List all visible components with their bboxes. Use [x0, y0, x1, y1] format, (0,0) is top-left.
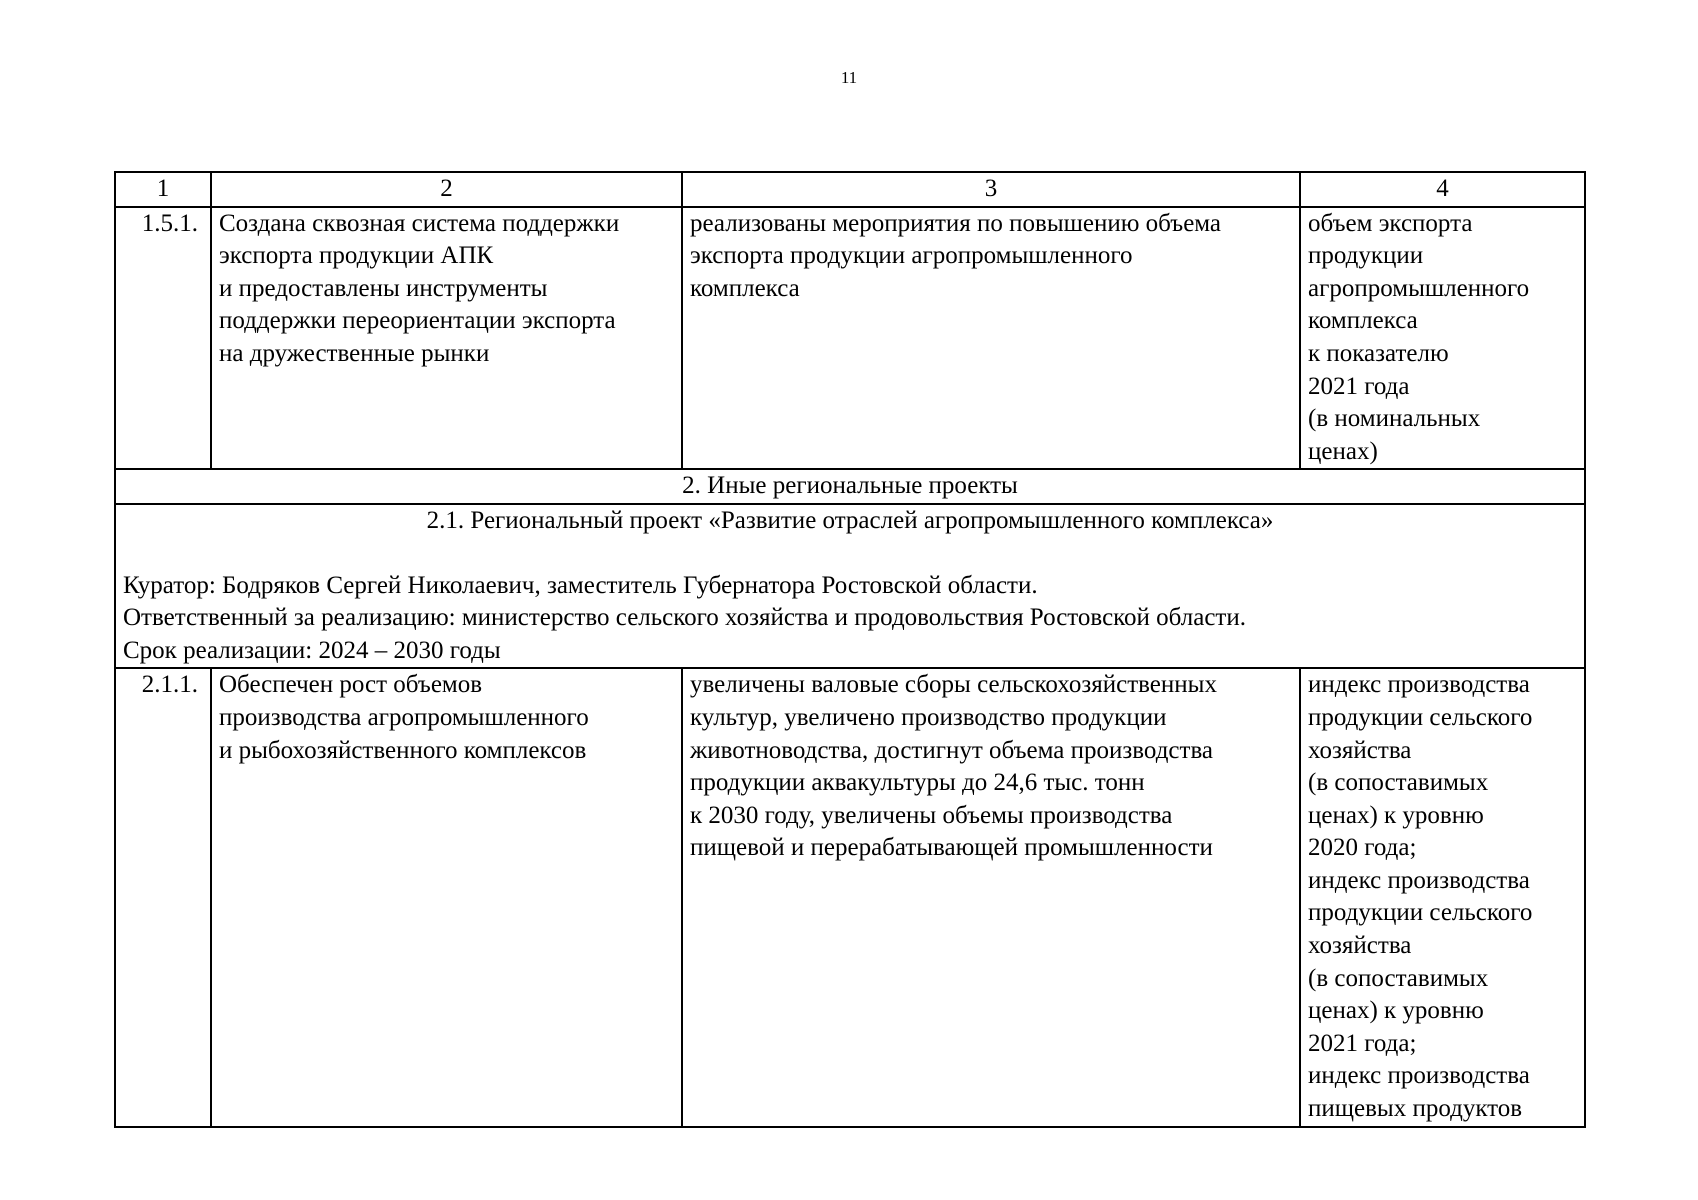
- section-title: 2. Иные региональные проекты: [115, 469, 1585, 504]
- column-header-4: 4: [1300, 172, 1585, 207]
- column-header-3: 3: [682, 172, 1300, 207]
- characteristic-cell: увеличены валовые сборы сельскохозяйственных культур, увеличено производство продукции животноводства, достигнут объема производства продукции аквакультуры до 24,6 тыс. тонн к 2030 году, увеличены объемы производства пищевой и перерабатывающей промышленности: [682, 668, 1300, 1126]
- result-cell: Обеспечен рост объемов производства агропромышленного и рыбохозяйственного комплексов: [211, 668, 682, 1126]
- document-table: [114, 171, 1586, 1128]
- characteristic-cell: реализованы мероприятия по повышению объема экспорта продукции агропромышленного комплекса: [682, 207, 1300, 470]
- project-info-cell: [115, 504, 1585, 668]
- column-header-1: 1: [115, 172, 211, 207]
- column-header-2: 2: [211, 172, 682, 207]
- project-responsible: Ответственный за реализацию: министерство сельского хозяйства и продовольствия Ростовской области.: [123, 604, 1246, 632]
- indicator-cell: объем экспорта продукции агропромышленного комплекса к показателю 2021 года (в номинальных ценах): [1300, 207, 1585, 470]
- table-row: [115, 207, 1585, 470]
- result-cell: Создана сквозная система поддержки экспорта продукции АПК и предоставлены инструменты поддержки переориентации экспорта на дружественные рынки: [211, 207, 682, 470]
- project-title: 2.1. Региональный проект «Развитие отраслей агропромышленного комплекса»: [426, 506, 1274, 534]
- section-row: [115, 469, 1585, 504]
- indicator-cell: индекс производства продукции сельского хозяйства (в сопоставимых ценах) к уровню 2020 года; индекс производства продукции сельского хозяйства (в сопоставимых ценах) к уровню 2021 года; индекс производства пищевых продуктов: [1300, 668, 1585, 1126]
- page-number: 11: [840, 68, 858, 87]
- project-info-row: [115, 504, 1585, 668]
- project-spacer: [123, 538, 1577, 570]
- project-term: Срок реализации: 2024 – 2030 годы: [123, 636, 501, 664]
- row-number: 2.1.1.: [115, 668, 211, 1126]
- table-row: [115, 668, 1585, 1126]
- project-curator: Куратор: Бодряков Сергей Николаевич, заместитель Губернатора Ростовской области.: [123, 571, 1038, 599]
- row-number: 1.5.1.: [115, 207, 211, 470]
- table-header-row: [115, 172, 1585, 207]
